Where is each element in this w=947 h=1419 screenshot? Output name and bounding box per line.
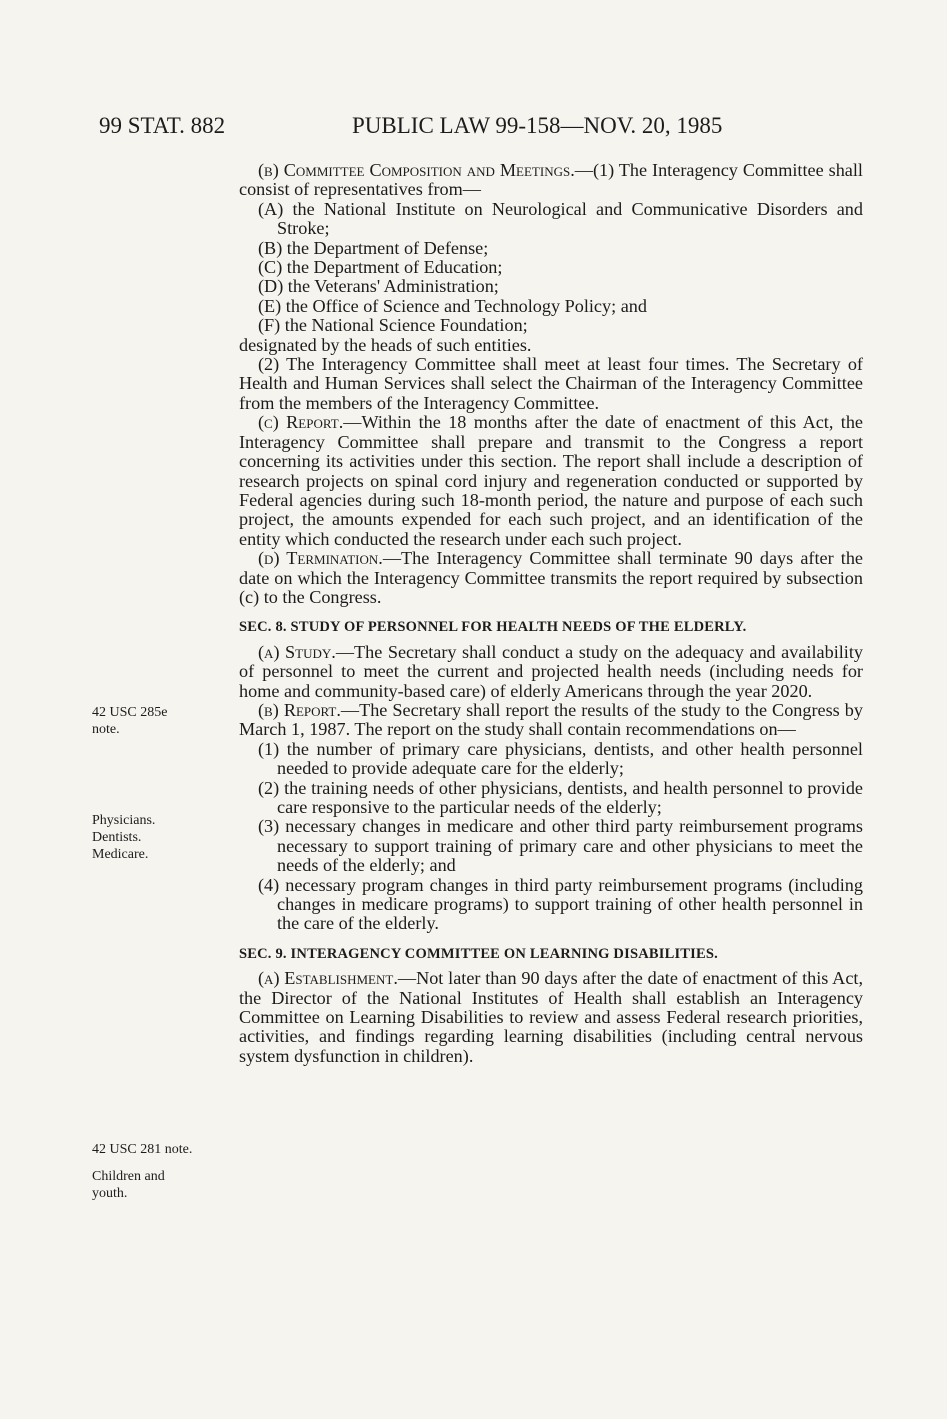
sec8-subsection-a: (a) Study.—The Secretary shall conduct a study on the adequacy and availability of personnel to meet the current and projected health needs (including needs for home and community-based care) of elderly Americans through the year 2020. [239, 641, 863, 701]
sec7-b-closing: designated by the heads of such entities. [239, 334, 532, 355]
list-item: (B) the Department of Defense; [258, 237, 489, 258]
page-header-title: PUBLIC LAW 99-158—NOV. 20, 1985 [352, 113, 723, 138]
subsection-heading: (c) Report. [258, 412, 344, 433]
page-stat-number: 99 STAT. 882 [99, 113, 226, 138]
list-item: (4) necessary program changes in third party reimbursement programs (including changes in medicare programs) to support training of other health personnel in the care of the elderly. [258, 874, 863, 934]
margin-note-report-topics: Physicians. Dentists. Medicare. [92, 813, 156, 862]
sec7-subsection-c: (c) Report.—Within the 18 months after the date of enactment of this Act, the Interagency Committee shall prepare and transmit to the Congress a report concerning its activities under this section. The report shall include a description of research projects on spinal cord injury and regeneration conducted or supported by Federal agencies during such 18-month period, the nature and purpose of each such project, the amounts expended for each such project, and an identification of the entity which conducted the research under each such project. [239, 412, 863, 549]
sec9-subsection-a: (a) Establishment.—Not later than 90 days after the date of enactment of this Act, the Director of the National Institutes of Health shall establish an Interagency Committee on Learning Disabilities to review and assess Federal research priorities, activities, and findings regarding learning disabilities (including central nervous system dysfunction in children). [239, 968, 863, 1066]
subsection-heading: (a) Establishment. [258, 968, 398, 989]
subsection-heading: (b) Report. [258, 699, 341, 720]
list-item: (2) the training needs of other physicians, dentists, and health personnel to provide care responsive to the particular needs of the elderly; [258, 777, 863, 817]
sec8-subsection-b: (b) Report.—The Secretary shall report the results of the study to the Congress by March 1, 1987. The report on the study shall contain recommendations on— [239, 699, 863, 740]
sec7-b2-paragraph: (2) The Interagency Committee shall meet at least four times. The Secretary of Health and Human Services shall select the Chairman of the Interagency Committee from the members of the Interagency Committee. [239, 354, 863, 413]
sec7-subsection-d: (d) Termination.—The Interagency Committee shall terminate 90 days after the date on which the Interagency Committee transmits the report required by subsection (c) to the Congress. [239, 548, 863, 607]
margin-note-sec9-topic: Children and youth. [92, 1169, 165, 1201]
list-item: (F) the National Science Foundation; [258, 315, 528, 336]
margin-note-sec8-citation: 42 USC 285e note. [92, 705, 168, 737]
list-item: (D) the Veterans' Administration; [258, 276, 499, 297]
list-item: (C) the Department of Education; [258, 257, 503, 278]
sec7-subsection-b: (b) Committee Composition and Meetings.—(1) The Interagency Committee shall consist of representatives from— [239, 160, 863, 200]
statute-body [239, 161, 863, 1066]
subsection-heading: (a) Study. [258, 641, 336, 662]
section-8-heading: SEC. 8. STUDY OF PERSONNEL FOR HEALTH NEEDS OF THE ELDERLY. [239, 619, 747, 636]
section-9-heading: SEC. 9. INTERAGENCY COMMITTEE ON LEARNING DISABILITIES. [239, 945, 718, 962]
subsection-heading: (d) Termination. [258, 548, 383, 569]
list-item: (A) the National Institute on Neurological and Communicative Disorders and Stroke; [258, 198, 863, 239]
list-item: (3) necessary changes in medicare and other third party reimbursement programs necessary to support training of primary care and other physicians to meet the needs of the elderly; and [258, 816, 863, 876]
subsection-heading: (b) Committee Composition and Meetings. [258, 160, 575, 180]
margin-note-sec9-citation: 42 USC 281 note. [92, 1142, 193, 1157]
list-item: (1) the number of primary care physicians, dentists, and other health personnel needed to provide adequate care for the elderly; [258, 738, 863, 779]
list-item: (E) the Office of Science and Technology Policy; and [258, 295, 647, 316]
